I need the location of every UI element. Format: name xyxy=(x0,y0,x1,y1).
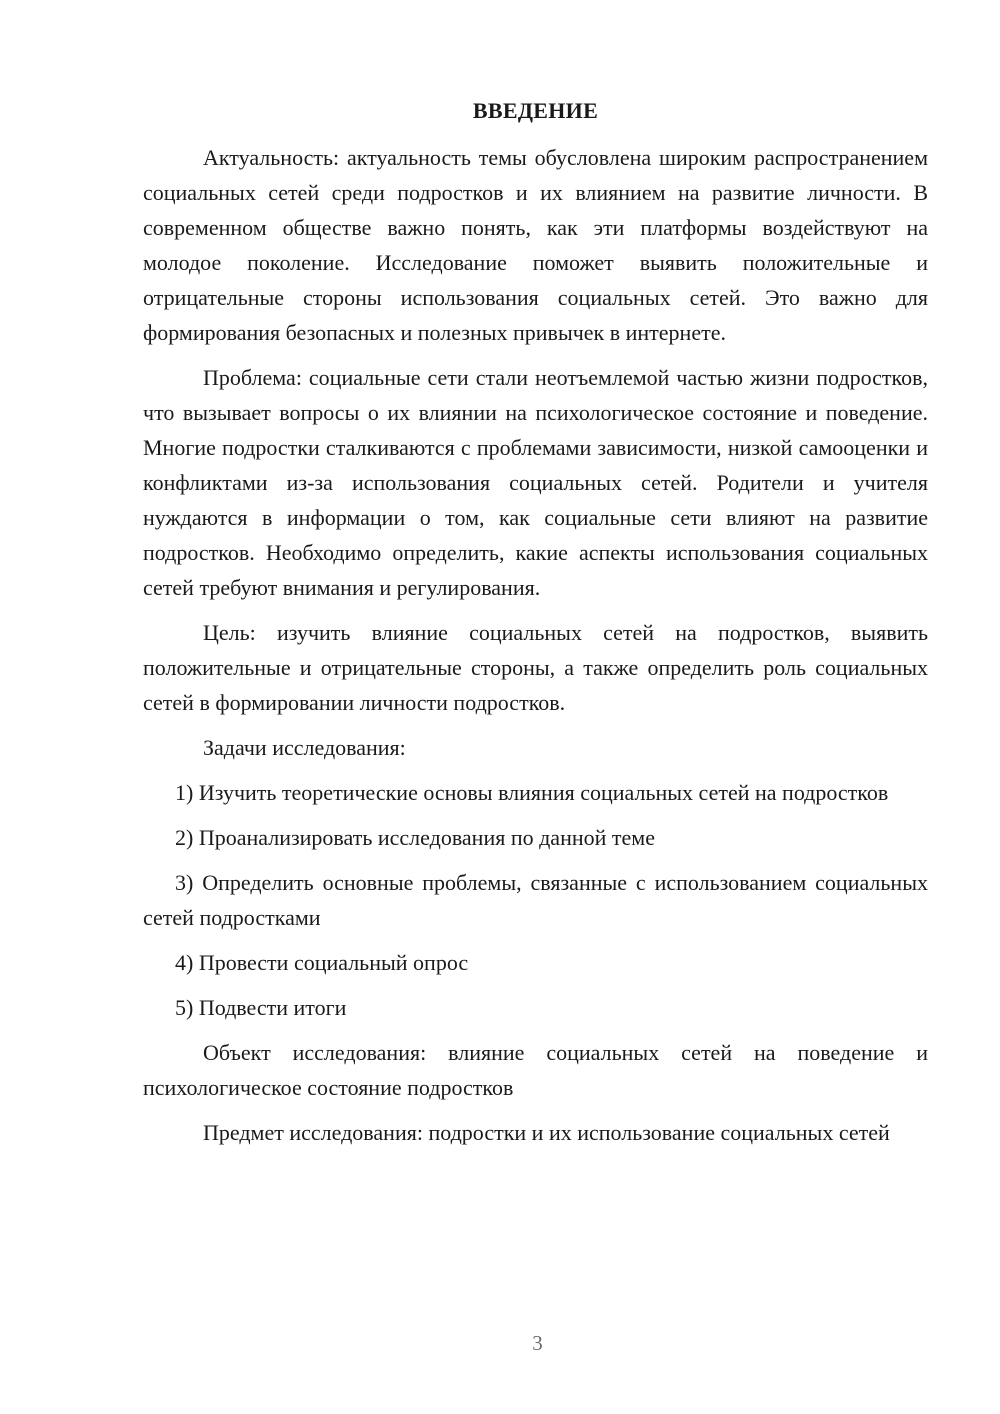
document-body xyxy=(143,93,928,1160)
problem-paragraph: Проблема: социальные сети стали неотъемлемой частью жизни подростков, что вызывает вопросы о их влиянии на психологическое состояние и поведение. Многие подростки сталкиваются с проблемами зависимости, низкой самооценки и конфликтами из-за использования социальных сетей. Родители и учителя нуждаются в информации о том, как социальные сети влияют на развитие подростков. Необходимо определить, какие аспекты использования социальных сетей требуют внимания и регулирования. xyxy=(143,365,928,600)
subject-paragraph: Предмет исследования: подростки и их использование социальных сетей xyxy=(203,1120,890,1145)
task-item-3: 3) Определить основные проблемы, связанные с использованием социальных сетей подростками xyxy=(143,870,928,930)
task-item-5: 5) Подвести итоги xyxy=(175,995,347,1020)
goal-paragraph: Цель: изучить влияние социальных сетей на подростков, выявить положительные и отрицательные стороны, а также определить роль социальных сетей в формировании личности подростков. xyxy=(143,620,928,715)
object-paragraph: Объект исследования: влияние социальных сетей на поведение и психологическое состояние подростков xyxy=(143,1040,928,1100)
task-item-2: 2) Проанализировать исследования по данной теме xyxy=(175,825,655,850)
page-title: ВВЕДЕНИЕ xyxy=(472,98,599,123)
page-number: 3 xyxy=(532,1331,543,1355)
relevance-paragraph: Актуальность: актуальность темы обусловлена широким распространением социальных сетей среди подростков и их влиянием на развитие личности. В современном обществе важно понять, как эти платформы воздействуют на молодое поколение. Исследование поможет выявить положительные и отрицательные стороны использования социальных сетей. Это важно для формирования безопасных и полезных привычек в интернете. xyxy=(143,145,928,345)
tasks-heading: Задачи исследования: xyxy=(203,735,406,760)
task-item-1: 1) Изучить теоретические основы влияния социальных сетей на подростков xyxy=(175,780,889,805)
task-item-4: 4) Провести социальный опрос xyxy=(175,950,469,975)
